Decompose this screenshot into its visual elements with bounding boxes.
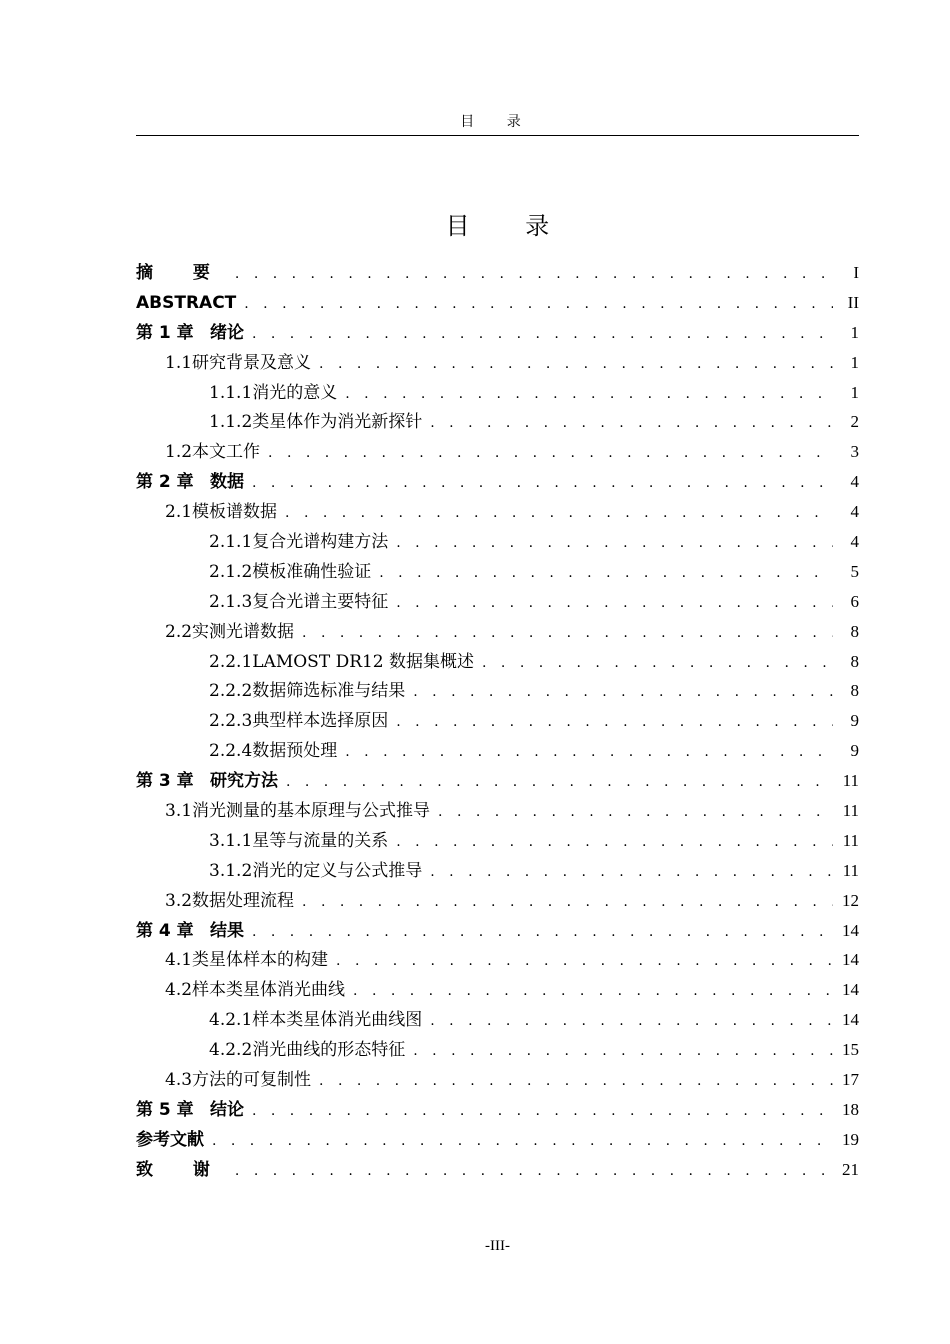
toc-entry-number: 第 5 章 bbox=[136, 1099, 194, 1120]
dot-leader bbox=[430, 409, 833, 439]
running-header: 目 录 bbox=[460, 114, 535, 130]
dot-leader bbox=[396, 589, 833, 619]
toc-entry[interactable] bbox=[136, 407, 859, 437]
toc-entry-page: 14 bbox=[842, 950, 859, 970]
toc-entry-page: 19 bbox=[842, 1129, 859, 1149]
toc-entry-page: 1 bbox=[850, 322, 859, 342]
toc-entry-title: 样本类星体消光曲线 bbox=[192, 980, 346, 1001]
toc-entry-page: 2 bbox=[850, 412, 859, 432]
toc-entry-number: 3.1 bbox=[165, 801, 193, 822]
dot-leader bbox=[430, 858, 833, 888]
toc-entry-number: 3.1.2 bbox=[209, 860, 253, 881]
dot-leader bbox=[379, 559, 833, 589]
toc-entry-title: 研究方法 bbox=[210, 771, 278, 792]
toc-entry-page: 3 bbox=[850, 442, 859, 462]
table-of-contents bbox=[136, 258, 859, 1185]
toc-entry[interactable] bbox=[136, 826, 859, 856]
toc-entry-number: 3.2 bbox=[165, 890, 193, 911]
dot-leader bbox=[235, 260, 833, 290]
toc-entry[interactable] bbox=[136, 736, 859, 766]
toc-entry[interactable] bbox=[136, 258, 859, 288]
toc-entry-title: 绪论 bbox=[210, 322, 244, 343]
toc-entry[interactable] bbox=[136, 647, 859, 677]
toc-entry-page: 8 bbox=[850, 621, 859, 641]
toc-entry[interactable] bbox=[136, 886, 859, 916]
toc-entry-title: 样本类星体消光曲线图 bbox=[252, 1010, 423, 1031]
toc-entry-page: 8 bbox=[850, 681, 859, 701]
dot-leader bbox=[319, 350, 833, 380]
toc-title: 目 录 bbox=[445, 212, 574, 240]
toc-entry[interactable] bbox=[136, 945, 859, 975]
toc-entry-title: 典型样本选择原因 bbox=[252, 711, 389, 732]
toc-entry-number: 2.2.3 bbox=[209, 711, 253, 732]
toc-entry-page: 11 bbox=[842, 771, 859, 791]
toc-entry-number: 第 2 章 bbox=[136, 472, 194, 493]
toc-entry[interactable] bbox=[136, 796, 859, 826]
toc-entry[interactable] bbox=[136, 617, 859, 647]
toc-entry-page: II bbox=[847, 292, 859, 312]
toc-entry[interactable] bbox=[136, 1065, 859, 1095]
dot-leader bbox=[319, 1067, 833, 1097]
toc-entry-title: 实测光谱数据 bbox=[192, 621, 295, 642]
dot-leader bbox=[430, 1007, 833, 1037]
toc-entry-title: 消光测量的基本原理与公式推导 bbox=[192, 801, 431, 822]
toc-entry-title: 消光的意义 bbox=[252, 382, 338, 403]
toc-entry-title: 方法的可复制性 bbox=[192, 1070, 312, 1091]
toc-entry-title: 摘 要 bbox=[136, 263, 227, 283]
toc-entry-title: 数据预处理 bbox=[252, 741, 338, 762]
toc-entry-page: 9 bbox=[850, 711, 859, 731]
toc-entry-title: 消光的定义与公式推导 bbox=[252, 860, 423, 881]
toc-entry[interactable] bbox=[136, 527, 859, 557]
toc-entry-title: 结论 bbox=[210, 1099, 244, 1120]
dot-leader bbox=[438, 798, 833, 828]
page-number: -III- bbox=[485, 1238, 510, 1254]
toc-entry-title: 消光曲线的形态特征 bbox=[252, 1040, 406, 1061]
toc-entry-number: 4.1 bbox=[165, 950, 193, 971]
toc-entry-number: 4.2 bbox=[165, 980, 193, 1001]
dot-leader bbox=[212, 1127, 833, 1157]
toc-entry-number: 第 3 章 bbox=[136, 771, 194, 792]
toc-entry[interactable] bbox=[136, 318, 859, 348]
toc-entry[interactable] bbox=[136, 706, 859, 736]
dot-leader bbox=[353, 977, 833, 1007]
toc-entry-title: 本文工作 bbox=[192, 442, 261, 463]
toc-entry[interactable] bbox=[136, 916, 859, 946]
dot-leader bbox=[345, 738, 833, 768]
toc-entry[interactable] bbox=[136, 856, 859, 886]
toc-entry-page: 6 bbox=[850, 591, 859, 611]
dot-leader bbox=[268, 439, 833, 469]
toc-entry-title: 数据筛选标准与结果 bbox=[252, 681, 406, 702]
toc-entry-title: 复合光谱主要特征 bbox=[252, 591, 389, 612]
toc-entry-number: 1.2 bbox=[165, 442, 193, 463]
dot-leader bbox=[396, 529, 833, 559]
toc-entry[interactable] bbox=[136, 288, 859, 318]
toc-entry-number: 4.3 bbox=[165, 1070, 193, 1091]
toc-entry[interactable] bbox=[136, 766, 859, 796]
toc-entry[interactable] bbox=[136, 378, 859, 408]
toc-entry[interactable] bbox=[136, 1095, 859, 1125]
toc-entry[interactable] bbox=[136, 437, 859, 467]
toc-entry-number: 3.1.1 bbox=[209, 830, 253, 851]
toc-entry-page: 9 bbox=[850, 741, 859, 761]
toc-entry[interactable] bbox=[136, 557, 859, 587]
toc-entry-page: 1 bbox=[850, 382, 859, 402]
dot-leader bbox=[252, 1097, 833, 1127]
toc-entry-page: 18 bbox=[842, 1099, 859, 1119]
dot-leader bbox=[285, 499, 833, 529]
toc-entry-title: 类星体作为消光新探针 bbox=[252, 412, 423, 433]
toc-entry-title: 参考文献 bbox=[136, 1129, 204, 1150]
toc-entry-title: 数据 bbox=[210, 472, 244, 493]
toc-entry[interactable] bbox=[136, 975, 859, 1005]
toc-entry-number: 2.2.2 bbox=[209, 681, 253, 702]
toc-entry-page: 11 bbox=[842, 801, 859, 821]
toc-entry-number: 第 4 章 bbox=[136, 920, 194, 941]
toc-entry-page: 1 bbox=[850, 352, 859, 372]
toc-entry-title: LAMOST DR12 数据集概述 bbox=[252, 651, 475, 672]
toc-entry-page: 11 bbox=[842, 830, 859, 850]
toc-entry-title: 研究背景及意义 bbox=[192, 352, 312, 373]
toc-entry-page: 12 bbox=[842, 890, 859, 910]
toc-entry[interactable] bbox=[136, 467, 859, 497]
dot-leader bbox=[396, 828, 833, 858]
toc-entry-number: 1.1.2 bbox=[209, 412, 253, 433]
dot-leader bbox=[244, 290, 833, 320]
dot-leader bbox=[235, 1157, 833, 1187]
toc-entry-number: 2.2.1 bbox=[209, 651, 253, 672]
toc-entry-title: 星等与流量的关系 bbox=[252, 830, 389, 851]
toc-entry-page: 4 bbox=[850, 532, 859, 552]
toc-entry[interactable] bbox=[136, 1155, 859, 1185]
toc-entry-page: 21 bbox=[842, 1159, 859, 1179]
toc-entry-number: 2.1.2 bbox=[209, 561, 253, 582]
header-rule bbox=[136, 135, 859, 136]
dot-leader bbox=[413, 1037, 833, 1067]
dot-leader bbox=[302, 888, 833, 918]
toc-entry-title: ABSTRACT bbox=[136, 292, 237, 313]
toc-entry[interactable] bbox=[136, 348, 859, 378]
toc-entry-title: 模板谱数据 bbox=[192, 502, 278, 523]
toc-entry-title: 数据处理流程 bbox=[192, 890, 295, 911]
toc-entry-number: 4.2.2 bbox=[209, 1040, 253, 1061]
toc-entry[interactable] bbox=[136, 1035, 859, 1065]
toc-entry[interactable] bbox=[136, 587, 859, 617]
toc-entry-page: 5 bbox=[850, 561, 859, 581]
toc-entry[interactable] bbox=[136, 676, 859, 706]
dot-leader bbox=[345, 380, 833, 410]
toc-entry-page: I bbox=[853, 263, 859, 282]
dot-leader bbox=[396, 708, 833, 738]
toc-entry-number: 2.1 bbox=[165, 502, 193, 523]
toc-entry-page: 17 bbox=[842, 1070, 859, 1090]
toc-entry-title: 致 谢 bbox=[136, 1159, 227, 1180]
toc-entry-page: 14 bbox=[842, 920, 859, 940]
dot-leader bbox=[252, 469, 833, 499]
toc-entry-page: 14 bbox=[842, 980, 859, 1000]
toc-entry-page: 15 bbox=[842, 1040, 859, 1060]
dot-leader bbox=[302, 619, 833, 649]
dot-leader bbox=[286, 768, 833, 798]
toc-entry-number: 1.1.1 bbox=[209, 382, 253, 403]
toc-entry-number: 2.1.1 bbox=[209, 532, 253, 553]
toc-entry-number: 1.1 bbox=[165, 352, 193, 373]
toc-entry-title: 类星体样本的构建 bbox=[192, 950, 329, 971]
toc-entry-number: 2.2 bbox=[165, 621, 193, 642]
toc-entry-title: 复合光谱构建方法 bbox=[252, 532, 389, 553]
toc-entry-page: 8 bbox=[850, 651, 859, 671]
dot-leader bbox=[336, 947, 833, 977]
dot-leader bbox=[252, 918, 833, 948]
dot-leader bbox=[482, 649, 833, 679]
toc-entry-page: 11 bbox=[842, 860, 859, 880]
toc-entry-number: 4.2.1 bbox=[209, 1010, 253, 1031]
toc-entry-title: 结果 bbox=[210, 920, 244, 941]
toc-entry-title: 模板准确性验证 bbox=[252, 561, 372, 582]
dot-leader bbox=[413, 678, 833, 708]
toc-entry-page: 4 bbox=[850, 472, 859, 492]
toc-entry[interactable] bbox=[136, 1005, 859, 1035]
toc-entry-number: 第 1 章 bbox=[136, 322, 194, 343]
toc-entry-page: 4 bbox=[850, 502, 859, 522]
toc-entry-page: 14 bbox=[842, 1010, 859, 1030]
toc-entry-number: 2.1.3 bbox=[209, 591, 253, 612]
toc-entry[interactable] bbox=[136, 497, 859, 527]
toc-entry[interactable] bbox=[136, 1125, 859, 1155]
toc-entry-number: 2.2.4 bbox=[209, 741, 253, 762]
dot-leader bbox=[252, 320, 833, 350]
